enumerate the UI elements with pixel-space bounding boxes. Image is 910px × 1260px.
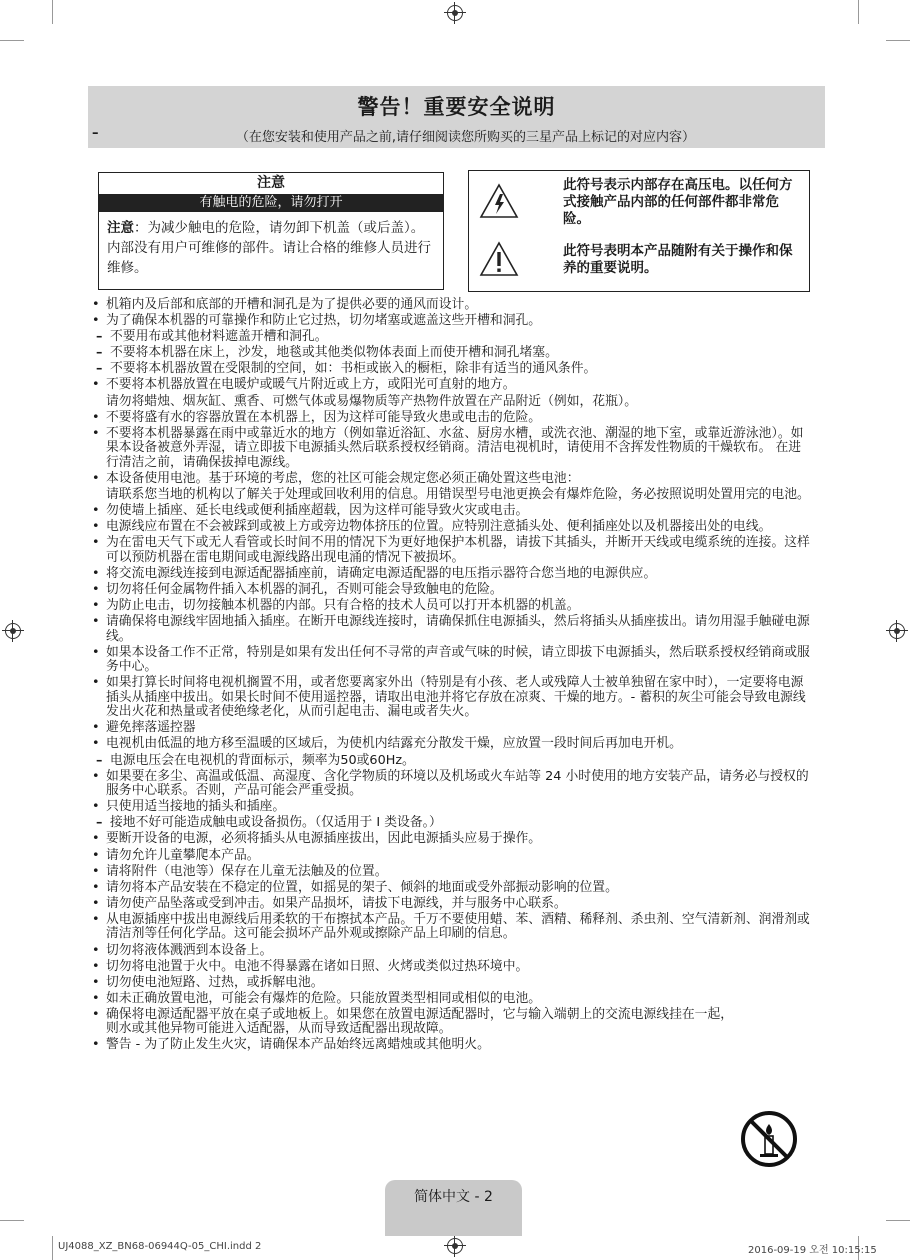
safety-item: • 确保将电源适配器平放在桌子或地板上。如果您在放置电源适配器时，它与输入端朝上的交流电源线挂在一起，则水或其他异物可能进入适配器，从而导致适配器出现故障。 <box>92 1008 734 1037</box>
safety-item-continuation: 请勿将蜡烛、烟灰缸、熏香、可燃气体或易爆物质等产热物件放置在产品附近（例如，花瓶）。 <box>106 393 638 409</box>
safety-item: • 请勿使产品坠落或受到冲击。如果产品损坏，请拔下电源线，并与服务中心联系。 <box>92 897 812 912</box>
crop-mark <box>886 1220 910 1221</box>
safety-item: • 为在雷电天气下或无人看管或长时间不用的情况下为更好地保护本机器，请拔下其插头，并断开天线或电缆系统的连接。这样可以预防机器在雷电期间或电源线路出现电涌的情况下被损坏。 <box>92 536 812 565</box>
safety-item: • 本设备使用电池。基于环境的考虑，您的社区可能会规定您必须正确处置这些电池： <box>92 472 812 487</box>
safety-list <box>92 298 812 1055</box>
caution-body-text: ：为减少触电的危险，请勿卸下机盖（或后盖）。内部没有用户可维修的部件。请让合格的维修人员进行维修。 <box>107 220 431 276</box>
safety-item: • 不要将本机器暴露在雨中或靠近水的地方（例如靠近浴缸、水盆、厨房水槽，或洗衣池、潮湿的地下室，或靠近游泳池）。如果本设备被意外弄湿，请立即拔下电源插头然后联系授权经销商。清洁电视机时，请使用不含挥发性物质的干燥软布。 在进行清洁之前，请确保拔掉电源线。 <box>92 427 812 471</box>
safety-item: • 切勿将液体溅洒到本设备上。 <box>92 944 812 959</box>
safety-subitem: – 不要将本机器在床上，沙发，地毯或其他类似物体表面上而使开槽和洞孔堵塞。 <box>92 346 812 361</box>
crop-mark <box>858 0 859 24</box>
safety-item: • 将交流电源线连接到电源适配器插座前，请确定电源适配器的电压指示器符合您当地的电源供应。 <box>92 567 812 582</box>
safety-item: • 警告 - 为了防止发生火灾，请确保本产品始终远离蜡烛或其他明火。 <box>92 1038 812 1053</box>
safety-item: • 电源线应布置在不会被踩到或被上方或旁边物体挤压的位置。应特别注意插头处、便利插座处以及机器接出处的电线。 <box>92 520 812 535</box>
safety-item: • 机箱内及后部和底部的开槽和洞孔是为了提供必要的通风而设计。 <box>92 298 812 313</box>
safety-item: • 切勿使电池短路、过热，或拆解电池。 <box>92 976 812 991</box>
safety-subitem: – 不要将本机器放置在受限制的空间，如：书柜或嵌入的橱柜，除非有适当的通风条件。 <box>92 362 812 377</box>
safety-item-continuation: 请联系您当地的机构以了解关于处理或回收利用的信息。用错误型号电池更换会有爆炸危险，务必按照说明处置用完的电池。 <box>106 486 810 502</box>
high-voltage-icon <box>479 183 519 219</box>
crop-mark <box>0 1220 24 1221</box>
page-subtitle: – （在您安装和使用产品之前,请仔细阅读您所购买的三星产品上标记的对应内容） <box>88 126 825 145</box>
caution-box <box>98 172 444 290</box>
registration-mark-icon <box>447 1238 463 1254</box>
safety-item: • 只使用适当接地的插头和插座。 <box>92 800 812 815</box>
imprint-timestamp: 2016-09-19 오전 10:15:15 <box>748 1245 877 1256</box>
safety-subitem: – 不要用布或其他材料遮盖开槽和洞孔。 <box>92 330 812 345</box>
crop-mark <box>52 1236 53 1260</box>
safety-item: • 请将附件（电池等）保存在儿童无法触及的位置。 <box>92 865 812 880</box>
no-candle-icon <box>740 1110 798 1168</box>
safety-item: • 请确保将电源线牢固地插入插座。在断开电源线连接时，请确保抓住电源插头，然后将插头从插座拔出。请勿用湿手触碰电源线。 <box>92 615 812 644</box>
safety-item: • 如果要在多尘、高温或低温、高湿度、含化学物质的环境以及机场或火车站等 24 小时使用的地方安装产品，请务必与授权的服务中心联系。否则，产品可能会严重受损。 <box>92 770 812 799</box>
caution-body <box>99 212 443 278</box>
safety-item: • 请勿将本产品安装在不稳定的位置，如摇晃的架子、倾斜的地面或受外部振动影响的位置。 <box>92 881 812 896</box>
warning-banner <box>88 86 825 148</box>
registration-mark-icon <box>447 5 463 21</box>
safety-item: • 不要将本机器放置在电暖炉或暖气片附近或上方，或阳光可直射的地方。 <box>92 378 812 393</box>
symbol-text-instructions: 此符号表明本产品随附有关于操作和保养的重要说明。 <box>563 243 793 276</box>
safety-item: • 勿使墙上插座、延长电线或便利插座超载，因为这样可能导致火灾或电击。 <box>92 504 812 519</box>
registration-mark-icon <box>5 623 21 639</box>
caution-heading: 注意 <box>257 175 285 191</box>
symbol-text-high-voltage: 此符号表示内部存在高压电。以任何方式接触产品内部的任何部件都非常危险。 <box>563 177 793 227</box>
caution-bar: 有触电的危险，请勿打开 <box>99 194 443 212</box>
safety-item: • 为防止电击，切勿接触本机器的内部。只有合格的技术人员可以打开本机器的机盖。 <box>92 599 812 614</box>
safety-item: • 切勿将电池置于火中。电池不得暴露在诸如日照、火烤或类似过热环境中。 <box>92 960 812 975</box>
registration-mark-icon <box>889 623 905 639</box>
page-number-tab: 简体中文 - 2 <box>385 1180 522 1236</box>
exclamation-icon <box>479 241 519 277</box>
safety-item: • 如未正确放置电池，可能会有爆炸的危险。只能放置类型相同或相似的电池。 <box>92 992 812 1007</box>
crop-mark <box>52 0 53 24</box>
crop-mark <box>0 40 24 41</box>
safety-item: • 为了确保本机器的可靠操作和防止它过热，切勿堵塞或遮盖这些开槽和洞孔。 <box>92 314 812 329</box>
safety-item: • 如果打算长时间将电视机搁置不用，或者您要离家外出（特别是有小孩、老人或残障人士被单独留在家中时），一定要将电源插头从插座中拔出。如果长时间不使用遥控器，请取出电池并将它存放在凉爽、干燥的地方。- 蓄积的灰尘可能会导致电源线发出火花和热量或者使绝缘老化，从而引起电击、漏电或者失火。 <box>92 676 812 720</box>
safety-item: • 避免摔落遥控器 <box>92 721 812 736</box>
crop-mark <box>886 40 910 41</box>
safety-subitem: – 接地不好可能造成触电或设备损伤。（仅适用于 Ⅰ 类设备。） <box>92 816 812 831</box>
safety-item: • 从电源插座中拔出电源线后用柔软的干布擦拭本产品。千万不要使用蜡、苯、酒精、稀释剂、杀虫剂、空气清新剂、润滑剂或清洁剂等任何化学品。这可能会损坏产品外观或擦除产品上印刷的信息。 <box>92 913 812 942</box>
imprint-filename: UJ4088_XZ_BN68-06944Q-05_CHI.indd 2 <box>58 1241 262 1252</box>
safety-item: • 电视机由低温的地方移至温暖的区域后，为使机内结露充分散发干燥，应放置一段时间后再加电开机。 <box>92 737 812 752</box>
caution-body-label: 注意 <box>107 220 134 236</box>
safety-item: • 切勿将任何金属物件插入本机器的洞孔，否则可能会导致触电的危险。 <box>92 583 812 598</box>
safety-item: • 请勿允许儿童攀爬本产品。 <box>92 849 812 864</box>
page-title: 警告！重要安全说明 <box>357 95 556 119</box>
safety-item: • 要断开设备的电源，必须将插头从电源插座拔出，因此电源插头应易于操作。 <box>92 832 812 847</box>
symbols-box <box>468 170 810 292</box>
safety-item: • 不要将盛有水的容器放置在本机器上，因为这样可能导致火患或电击的危险。 <box>92 411 812 426</box>
safety-item: • 如果本设备工作不正常，特别是如果有发出任何不寻常的声音或气味的时候，请立即拔下电源插头，然后联系授权经销商或服务中心。 <box>92 646 812 675</box>
safety-subitem: – 电源电压会在电视机的背面标示，频率为50或60Hz。 <box>92 754 812 769</box>
